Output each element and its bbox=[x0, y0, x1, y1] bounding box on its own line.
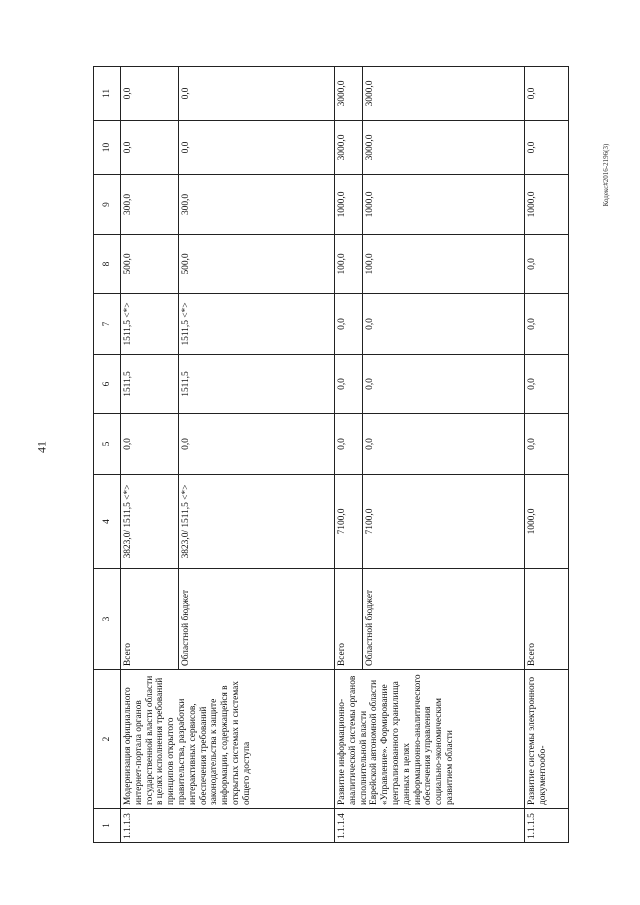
value-cell: 1511,5 <*> bbox=[121, 294, 179, 355]
rotated-table-wrapper bbox=[93, 67, 569, 843]
value-cell: 300,0 bbox=[179, 175, 335, 235]
value-cell: 0,0 bbox=[525, 121, 569, 175]
budget-table bbox=[93, 66, 569, 843]
value-cell: 0,0 bbox=[335, 414, 363, 475]
value-cell: 3823,0/ 1511,5 <*> bbox=[179, 475, 335, 569]
page-number: 41 bbox=[34, 441, 49, 453]
value-cell: 0,0 bbox=[179, 414, 335, 475]
value-cell: 1000,0 bbox=[525, 475, 569, 569]
header-col-4: 4 bbox=[94, 475, 121, 569]
value-cell: 0,0 bbox=[525, 414, 569, 475]
value-cell: 500,0 bbox=[179, 235, 335, 294]
value-cell: 300,0 bbox=[121, 175, 179, 235]
value-cell: 0,0 bbox=[363, 294, 525, 355]
value-cell: 3823,0/ 1511,5 <*> bbox=[121, 475, 179, 569]
funding-source: Всего bbox=[335, 569, 363, 670]
header-col-1: 1 bbox=[94, 809, 121, 843]
funding-source: Областной бюджет bbox=[179, 569, 335, 670]
value-cell: 1511,5 bbox=[121, 355, 179, 414]
value-cell: 1000,0 bbox=[335, 175, 363, 235]
funding-source: Всего bbox=[525, 569, 569, 670]
header-col-5: 5 bbox=[94, 414, 121, 475]
value-cell: 500,0 bbox=[121, 235, 179, 294]
value-cell: 0,0 bbox=[121, 121, 179, 175]
header-col-6: 6 bbox=[94, 355, 121, 414]
row-id: 1.1.1.4 bbox=[335, 809, 525, 843]
header-col-8: 8 bbox=[94, 235, 121, 294]
value-cell: 0,0 bbox=[363, 355, 525, 414]
value-cell: 0,0 bbox=[121, 67, 179, 121]
value-cell: 7100,0 bbox=[363, 475, 525, 569]
value-cell: 0,0 bbox=[121, 414, 179, 475]
funding-source: Всего bbox=[121, 569, 179, 670]
row-name: Развитие информационно-аналитической системы органов исполнительной власти Еврейской автономной области «Управление». Формирование централизованного хранилища данных в целях информационно-аналитического обеспечения управления социально-экономическим развитием области bbox=[335, 670, 525, 809]
footer-code: Кодекс#2016-2196(3) bbox=[602, 143, 610, 207]
header-row bbox=[94, 67, 121, 843]
value-cell: 0,0 bbox=[525, 355, 569, 414]
row-name: Модернизация официального интернет-портала органов государственной власти области в целях исполнения требований принципов открытого правительства, разработки интерактивных сервисов, обеспечения требований законодательства к защите информации, содержащейся в открытых системах и системах общего доступа bbox=[121, 670, 335, 809]
value-cell: 0,0 bbox=[363, 414, 525, 475]
value-cell: 1511,5 bbox=[179, 355, 335, 414]
value-cell: 100,0 bbox=[335, 235, 363, 294]
table-row bbox=[335, 67, 363, 843]
value-cell: 3000,0 bbox=[363, 121, 525, 175]
header-col-7: 7 bbox=[94, 294, 121, 355]
header-col-3: 3 bbox=[94, 569, 121, 670]
funding-source: Областной бюджет bbox=[363, 569, 525, 670]
header-col-9: 9 bbox=[94, 175, 121, 235]
header-col-10: 10 bbox=[94, 121, 121, 175]
value-cell: 0,0 bbox=[525, 294, 569, 355]
header-col-11: 11 bbox=[94, 67, 121, 121]
value-cell: 1000,0 bbox=[363, 175, 525, 235]
value-cell: 0,0 bbox=[335, 294, 363, 355]
value-cell: 0,0 bbox=[335, 355, 363, 414]
value-cell: 1000,0 bbox=[525, 175, 569, 235]
value-cell: 100,0 bbox=[363, 235, 525, 294]
row-name: Развитие системы электронного документообо- bbox=[525, 670, 569, 809]
value-cell: 0,0 bbox=[179, 121, 335, 175]
table-row bbox=[121, 67, 179, 843]
value-cell: 1511,5 <*> bbox=[179, 294, 335, 355]
row-id: 1.1.1.5 bbox=[525, 809, 569, 843]
row-id: 1.1.1.3 bbox=[121, 809, 335, 843]
value-cell: 3000,0 bbox=[335, 67, 363, 121]
header-col-2: 2 bbox=[94, 670, 121, 809]
value-cell: 0,0 bbox=[525, 67, 569, 121]
value-cell: 7100,0 bbox=[335, 475, 363, 569]
value-cell: 0,0 bbox=[179, 67, 335, 121]
table-row bbox=[525, 67, 569, 843]
value-cell: 3000,0 bbox=[335, 121, 363, 175]
value-cell: 0,0 bbox=[525, 235, 569, 294]
value-cell: 3000,0 bbox=[363, 67, 525, 121]
